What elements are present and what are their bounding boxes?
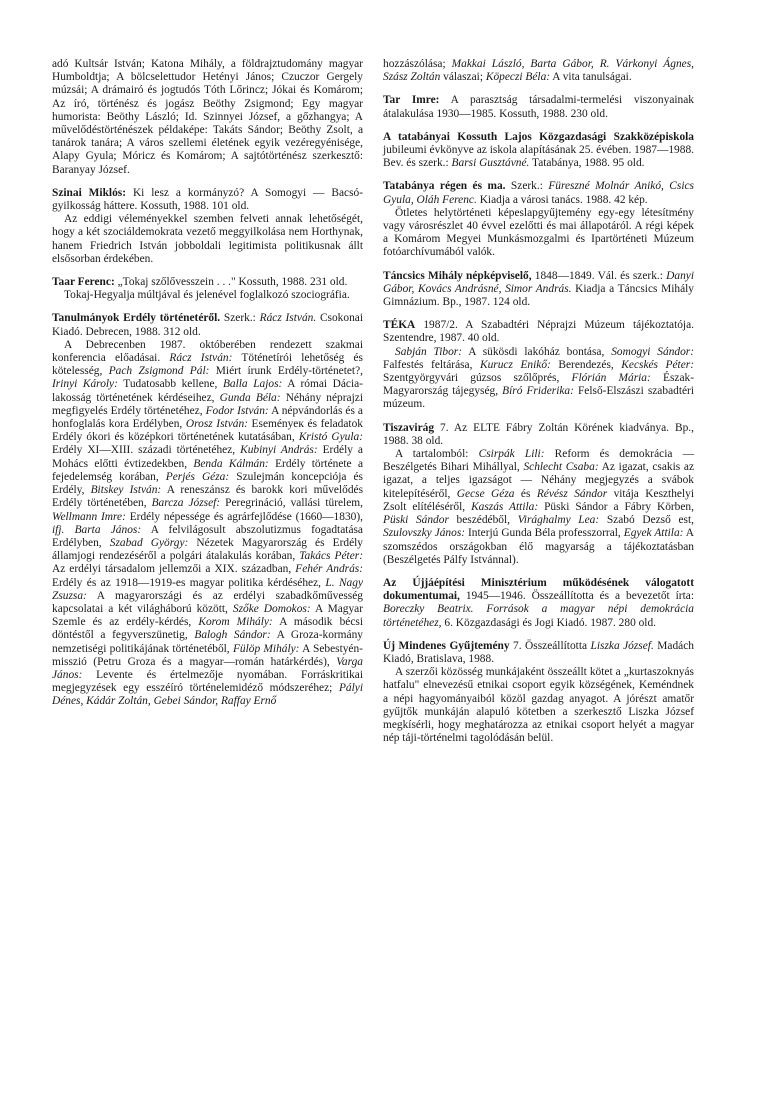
entry-annotation: A tartalomból: Csirpák Lili: Reform és demokrácia — Beszélgetés Bihari Mihállyal, Schlecht Csaba: Az igazat, csakis az igazat, a teljes igazságot — Néhány megjegyzés a svábok kitelepítéséről, Gecse Géza és Révész Sándor vitája Keszthelyi Zsolt elítéléséről, Kaszás Attila: Püski Sándor a Fábry Körben, Püski Sándor beszédéből, Virághalmy Lea: Szabó Dezső est, Szulovszky János: Interjú Gunda Béla professzorral, Egyek Attila: A szomszédos országokban élő magyarság a tájékoztatásban (Beszélgetés Pálfy Istvánnal). xyxy=(383,448,695,566)
entry-ujjaepitesi xyxy=(383,577,694,630)
entry-tiszavirag xyxy=(383,422,694,567)
entry-citation: A tatabányai Kossuth Lajos Közgazdasági Szakközépiskola jubileumi évkönyve az iskola alapításának 25. évében. 1987—1988. Bev. és szerk.: Barsi Gusztávné. Tatabánya, 1988. 95 old. xyxy=(383,130,694,170)
entry-tancsics xyxy=(383,270,694,310)
entry-citation: Szinai Miklós: Ki lesz a kormányzó? A Somogyi — Bacsó-gyilkosság háttere. Kossuth, 1988. 101 old. xyxy=(52,186,363,213)
entry-title: Tatabánya régen és ma. xyxy=(383,180,506,193)
entry-tatabanyai-kozgazdasagi xyxy=(383,131,694,171)
entry-citation: Tatabánya régen és ma. Szerk.: Füreszné Molnár Anikó, Csics Gyula, Oláh Ferenc. Kiadja a városi tanács. 1988. 42 kép. xyxy=(383,180,694,206)
entry-title: A tatabányai Kossuth Lajos Közgazdasági Szakközépiskola xyxy=(383,130,694,143)
entry-citation: Táncsics Mihály népképviselő, 1848—1849. Vál. és szerk.: Danyi Gábor, Kovács Andrásné, Simor András. Kiadja a Táncsics Mihály Gimnázium. Bp., 1987. 124 old. xyxy=(383,269,694,309)
entry-teka xyxy=(383,319,694,411)
entry-annotation: Ötletes helytörténeti képeslapgyűjtemény egy-egy létesítmény vagy városrészlet 40 évvel ezelőtti és mai állapotáról. A régi képek a Komárom Megyei Munkásmozgalmi és Ipartörténeti Múzeum fotóarchívumából valók. xyxy=(383,206,694,259)
entry-citation: Új Mindenes Gyűjtemény 7. Összeállította Liszka József. Madách Kiadó, Bratislava, 1988. xyxy=(383,639,694,665)
entry-szinai xyxy=(52,187,363,266)
entry-title: Táncsics Mihály népképviselő, xyxy=(383,269,532,282)
entry-tar-imre xyxy=(383,94,694,120)
entry-citation: Az Újjáépítési Minisztérium működésének válogatott dokumentumai, 1945—1946. Összeállította és a bevezetőt írta: Boreczky Beatrix. Források a magyar népi demokrácia történetéhez, 6. Közgazdasági és Jogi Kiadó. 1987. 280 old. xyxy=(383,576,694,629)
entry-title: Tiszavirág xyxy=(383,421,435,434)
entry-uj-mindenes xyxy=(383,640,694,746)
entry-title: Az Újjáépítési Minisztérium működésének válogatott dokumentumai, xyxy=(383,576,694,603)
entry-title: Új Mindenes Gyűjtemény xyxy=(383,639,510,652)
entry-citation: Taar Ferenc: „Tokaj szőlővesszein . . ." Kossuth, 1988. 231 old. xyxy=(52,276,348,289)
entry-continued-contents xyxy=(52,58,363,177)
entry-annotation: Tokaj-Hegyalja múltjával és jelenével foglalkozó szociográfia. xyxy=(64,289,350,302)
left-column xyxy=(52,58,363,719)
entry-continued-erdely xyxy=(383,58,694,84)
entry-taar xyxy=(52,276,363,302)
entry-citation: Tanulmányok Erdély történetéről. Szerk.: Rácz István. Csokonai Kiadó. Debrecen, 1988. 312 old. xyxy=(52,312,363,338)
entry-title: Tanulmányok Erdély történetéről. xyxy=(52,312,221,325)
entry-tatabanya-regen xyxy=(383,180,694,259)
entry-title: TÉKA xyxy=(383,319,416,332)
entry-author: Tar Imre: xyxy=(383,94,440,107)
entry-text: adó Kultsár István; Katona Mihály, a földrajztudomány magyar Humboldtja; A bölcselettudor Hetényi János; Czuczor Gergely múzsái; A drámairó és jogtudós Tóth Lőrincz; Jókai és Komárom; Az író, történész és jogász Beöthy Zsigmond; Egy magyar humorista: Beöthy László; Id. Szinnyei József, a gőzhangya; A művelődéstörténészek példaképe: Takáts Sándor; Beöthy Zsolt, a tanárok tanára; A város szellemi életének egyik vezéregyénisége, Alapy Gyula; Móricz és Komárom; A sajtótörténész szerkesztő: Baranyay József. xyxy=(52,58,363,176)
entry-annotation: A szerzői közösség munkájaként összeállt kötet a „kurtaszoknyás hatfalu" elnevezésű etnikai csoport egyik községének, Keméndnek a népi hagyományaiból közöl gazdag anyagot. A jórészt amatőr gyűjtők munkáján alapuló kötetben a szerkesztő Liszka József megkísérli, hogy meghatározza az etnikai csoport helyét a magyar nép táji-történelmi tagolódásán belül. xyxy=(383,666,694,745)
entry-author: Taar Ferenc: xyxy=(52,276,115,289)
entry-citation: Tiszavirág 7. Az ELTE Fábry Zoltán Körének kiadványa. Bp., 1988. 38 old. xyxy=(383,421,694,447)
right-column xyxy=(383,58,694,755)
entry-text: hozzászólása; Makkai László, Barta Gábor, R. Várkonyi Ágnes, Szász Zoltán válaszai; Köpeczi Béla: A vita tanulságai. xyxy=(383,58,694,84)
entry-tanulmanyok-erdely xyxy=(52,312,363,708)
entry-citation: Tar Imre: A parasztság társadalmi-termelési viszonyainak átalakulása 1930—1985. Kossuth, 1988. 230 old. xyxy=(383,94,694,120)
entry-annotation: A Debrecenben 1987. októberében rendezett szakmai konferencia előadásai. Rácz István: Töténetírói lehetőség és kötelesség, Pach Zsigmond Pál: Miért írunk Erdély-történetet?, Irinyi Károly: Tudatosabb kellene, Balla Lajos: A római Dácia-lakosság történetének kérdéseihez, Gunda Béla: Néhány néprajzi megfigyelés Erdély történetéhez, Fodor István: A népvándorlás és a honfoglalás kora Erdélyben, Orosz István: Eseményeк és feladatok Erdély ókori és középkori történetének kutatásában, Kristó Gyula: Erdély XI—XIII. századi történetéhez, Kubinyi András: Erdély a Mohács előtti évtizedekben, Benda Kálmán: Erdély története a fejedelemség korában, Perjés Géza: Szulejmán koncepciója és Erdély, Bitskey István: A reneszánsz és barokk kori művelődés Erdély történetében, Barcza József: Peregrináció, vallási türelem, Wellmann Imre: Erdély népessége és agrárfejlődése (1660—1830), ifj. Barta János: A felvilágosult abszolutizmus fogadtatása Erdélyben, Szabad György: Nézetek Magyarország és Erdély államjogi rendezéséről a polgári átalakulás korában, Takács Péter: Az erdélyi társadalom jellemzői a XIX. században, Fehér András: Erdély és az 1918—1919-es magyar politika kérdéséhez, L. Nagy Zsuzsa: A magyarországi és az erdélyi szabadkőművesség kapcsolatai a két világháború között, Szőke Domokos: A Magyar Szemle és az erdély-kérdés, Korom Mihály: A második bécsi döntéstől a fegyverszünetig, Balogh Sándor: A Groza-kormány nemzetiségi politikájának történetéből, Fülöp Mihály: A Sebestyén-misszió (Petru Groza és a magyar—román határkérdés), Varga János: Levente és értelmezője nyomában. Forráskritikai megjegyzések egy esszéíró történelemidéző módszeréhez; Pályi Dénes, Kádár Zoltán, Gebei Sándor, Raffay Ernő xyxy=(52,338,364,708)
entry-citation: TÉKA 1987/2. A Szabadtéri Néprajzi Múzeum tájékoztatója. Szentendre, 1987. 40 old. xyxy=(383,319,694,345)
entry-author: Szinai Miklós: xyxy=(52,186,127,199)
entry-annotation: Sabján Tibor: A sükösdi lakóház bontása, Somogyi Sándor: Falfestés feltárása, Kurucz Enikő: Berendezés, Kecskés Péter: Szentgyörgyvári gúzsos szőlőprés, Flórián Mária: Észak-Magyarország tájegység, Bíró Friderika: Felső-Elszászi szabadtéri múzeum. xyxy=(383,345,695,411)
entry-annotation: Az eddigi véleményekkel szemben felveti annak lehetőségét, hogy a két szociáldemokrata vezető meggyilkolása nem Horthynak, hanem Friedrich István jobboldali legitimista politikusnak állt elsősorban érdekében. xyxy=(52,213,363,265)
